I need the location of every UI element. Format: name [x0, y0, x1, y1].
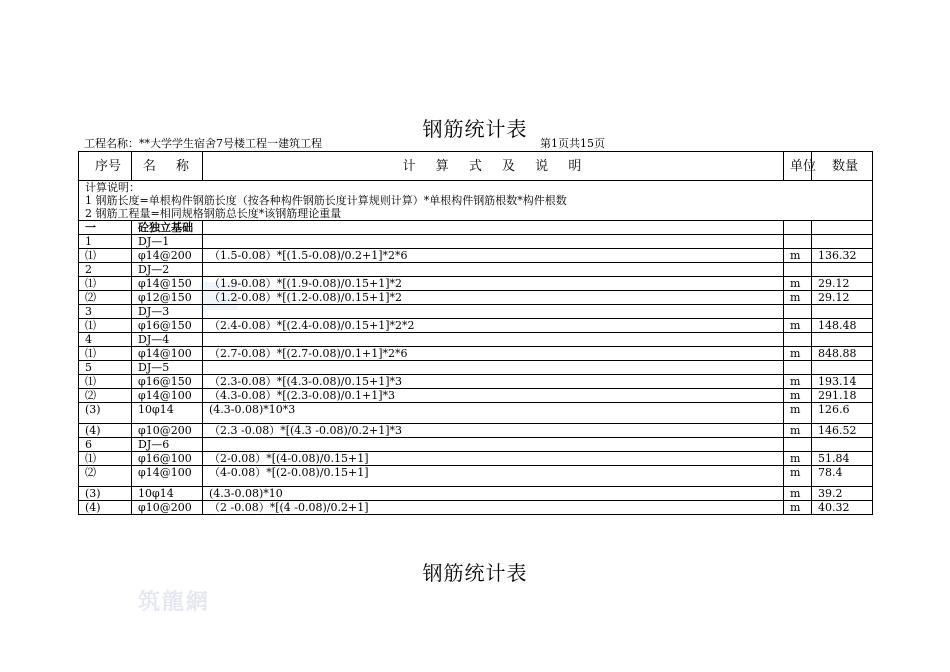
row-name: DJ—3	[132, 305, 203, 319]
row-unit	[784, 221, 812, 235]
row-seq: ⑴	[79, 249, 132, 263]
row-qty: 29.12	[812, 277, 873, 291]
row-name: φ14@100	[132, 389, 203, 403]
row-unit: m	[784, 277, 812, 291]
row-name: DJ—1	[132, 235, 203, 249]
table-row	[79, 501, 873, 515]
row-seq: ⑵	[79, 389, 132, 403]
row-unit: m	[784, 452, 812, 466]
row-formula: （2.3 -0.08）*[(4.3 -0.08)/0.2+1]*3	[203, 424, 784, 438]
row-qty	[812, 361, 873, 375]
notes-row	[79, 181, 873, 221]
table-row	[79, 291, 873, 305]
row-seq: 2	[79, 263, 132, 277]
row-unit	[784, 333, 812, 347]
row-seq: ⑴	[79, 375, 132, 389]
row-qty	[812, 221, 873, 235]
row-unit: m	[784, 347, 812, 361]
header-qty: 数量	[812, 152, 873, 181]
row-name: φ12@150	[132, 291, 203, 305]
next-page-title: 钢筋统计表	[422, 561, 528, 585]
row-unit: m	[784, 487, 812, 501]
row-name: DJ—4	[132, 333, 203, 347]
row-formula: （2 -0.08）*[(4 -0.08)/0.2+1]	[203, 501, 784, 515]
row-seq: (3)	[79, 403, 132, 424]
row-qty: 29.12	[812, 291, 873, 305]
page-info: 第1页共15页	[540, 137, 605, 150]
row-formula	[203, 221, 784, 235]
row-seq: ⑵	[79, 291, 132, 305]
document-title: 钢筋统计表	[422, 117, 528, 141]
row-name: DJ—2	[132, 263, 203, 277]
row-formula: （4.3-0.08）*[(2.3-0.08)/0.1+1]*3	[203, 389, 784, 403]
row-unit: m	[784, 501, 812, 515]
row-seq: ⑴	[79, 452, 132, 466]
row-qty: 146.52	[812, 424, 873, 438]
row-qty	[812, 438, 873, 452]
row-seq: ⑴	[79, 319, 132, 333]
row-qty: 51.84	[812, 452, 873, 466]
row-qty: 40.32	[812, 501, 873, 515]
row-qty: 193.14	[812, 375, 873, 389]
watermark-logo: 筑龍網	[138, 589, 211, 615]
table-row	[79, 438, 873, 452]
row-name: φ10@200	[132, 424, 203, 438]
row-name: φ14@100	[132, 466, 203, 487]
row-name: φ16@100	[132, 452, 203, 466]
row-qty: 148.48	[812, 319, 873, 333]
row-name: φ16@150	[132, 375, 203, 389]
row-name: DJ—6	[132, 438, 203, 452]
header-name: 名 称	[132, 152, 203, 181]
row-unit	[784, 361, 812, 375]
row-formula	[203, 263, 784, 277]
notes-line-3: 2 钢筋工程量=相同规格钢筋总长度*该钢筋理论重量	[85, 207, 342, 220]
table-row	[79, 333, 873, 347]
row-name: φ10@200	[132, 501, 203, 515]
row-seq: (3)	[79, 487, 132, 501]
row-seq: 4	[79, 333, 132, 347]
table-row	[79, 221, 873, 235]
row-formula: （2.4-0.08）*[(2.4-0.08)/0.15+1]*2*2	[203, 319, 784, 333]
table-row	[79, 347, 873, 361]
table-row	[79, 361, 873, 375]
row-formula: （2.7-0.08）*[(2.7-0.08)/0.1+1]*2*6	[203, 347, 784, 361]
row-seq: 6	[79, 438, 132, 452]
row-unit: m	[784, 291, 812, 305]
table-row	[79, 424, 873, 438]
row-seq: 5	[79, 361, 132, 375]
table-row	[79, 249, 873, 263]
row-formula	[203, 235, 784, 249]
row-formula	[203, 333, 784, 347]
row-unit	[784, 235, 812, 249]
table-row	[79, 487, 873, 501]
row-qty: 126.6	[812, 403, 873, 424]
row-name: φ14@150	[132, 277, 203, 291]
table-row	[79, 389, 873, 403]
row-unit: m	[784, 389, 812, 403]
row-qty: 136.32	[812, 249, 873, 263]
row-name: φ14@100	[132, 347, 203, 361]
row-unit	[784, 263, 812, 277]
row-name: 10φ14	[132, 487, 203, 501]
row-formula	[203, 305, 784, 319]
row-qty	[812, 263, 873, 277]
rebar-table	[78, 151, 873, 515]
row-formula: （2.3-0.08）*[(4.3-0.08)/0.15+1]*3	[203, 375, 784, 389]
table-row	[79, 235, 873, 249]
row-formula: （2-0.08）*[(4-0.08)/0.15+1]	[203, 452, 784, 466]
row-formula: (4.3-0.08)*10	[203, 487, 784, 501]
notes-line-1: 计算说明：	[85, 181, 140, 194]
row-name: DJ—5	[132, 361, 203, 375]
row-formula	[203, 361, 784, 375]
row-unit	[784, 305, 812, 319]
row-unit: m	[784, 403, 812, 424]
row-unit: m	[784, 424, 812, 438]
row-name: φ16@150	[132, 319, 203, 333]
table-row	[79, 277, 873, 291]
header-formula: 计 算 式 及 说 明	[203, 152, 784, 181]
table-row	[79, 263, 873, 277]
row-unit	[784, 438, 812, 452]
row-seq: (4)	[79, 501, 132, 515]
table-row	[79, 403, 873, 424]
row-seq: ⑴	[79, 277, 132, 291]
row-qty	[812, 333, 873, 347]
calculation-notes	[79, 181, 873, 221]
header-unit: 单位	[784, 152, 812, 181]
row-formula	[203, 438, 784, 452]
row-seq: 3	[79, 305, 132, 319]
row-formula: （1.2-0.08）*[(1.2-0.08)/0.15+1]*2	[203, 291, 784, 305]
row-unit: m	[784, 319, 812, 333]
row-formula: （1.9-0.08）*[(1.9-0.08)/0.15+1]*2	[203, 277, 784, 291]
row-seq: ⑴	[79, 347, 132, 361]
row-name: φ14@200	[132, 249, 203, 263]
project-name: 工程名称：**大学学生宿舍7号楼工程一建筑工程	[84, 137, 322, 150]
row-formula: (4.3-0.08)*10*3	[203, 403, 784, 424]
row-qty	[812, 305, 873, 319]
header-seq: 序号	[79, 152, 132, 181]
row-qty: 291.18	[812, 389, 873, 403]
row-qty: 78.4	[812, 466, 873, 487]
row-seq: ⑵	[79, 466, 132, 487]
row-qty	[812, 235, 873, 249]
table-header-row	[79, 152, 873, 181]
table-row	[79, 319, 873, 333]
table-row	[79, 452, 873, 466]
row-seq: 1	[79, 235, 132, 249]
row-name: 砼独立基础	[132, 221, 203, 235]
table-row	[79, 305, 873, 319]
row-qty: 39.2	[812, 487, 873, 501]
row-seq: (4)	[79, 424, 132, 438]
row-unit: m	[784, 249, 812, 263]
row-name: 10φ14	[132, 403, 203, 424]
row-formula: （4-0.08）*[(2-0.08)/0.15+1]	[203, 466, 784, 487]
row-unit: m	[784, 466, 812, 487]
table-row	[79, 466, 873, 487]
row-unit: m	[784, 375, 812, 389]
table-row	[79, 375, 873, 389]
row-qty: 848.88	[812, 347, 873, 361]
row-seq: 一	[79, 221, 132, 235]
row-formula: （1.5-0.08）*[(1.5-0.08)/0.2+1]*2*6	[203, 249, 784, 263]
notes-line-2: 1 钢筋长度=单根构件钢筋长度（按各种构件钢筋长度计算规则计算）*单根构件钢筋根数*构件根数	[85, 194, 567, 207]
